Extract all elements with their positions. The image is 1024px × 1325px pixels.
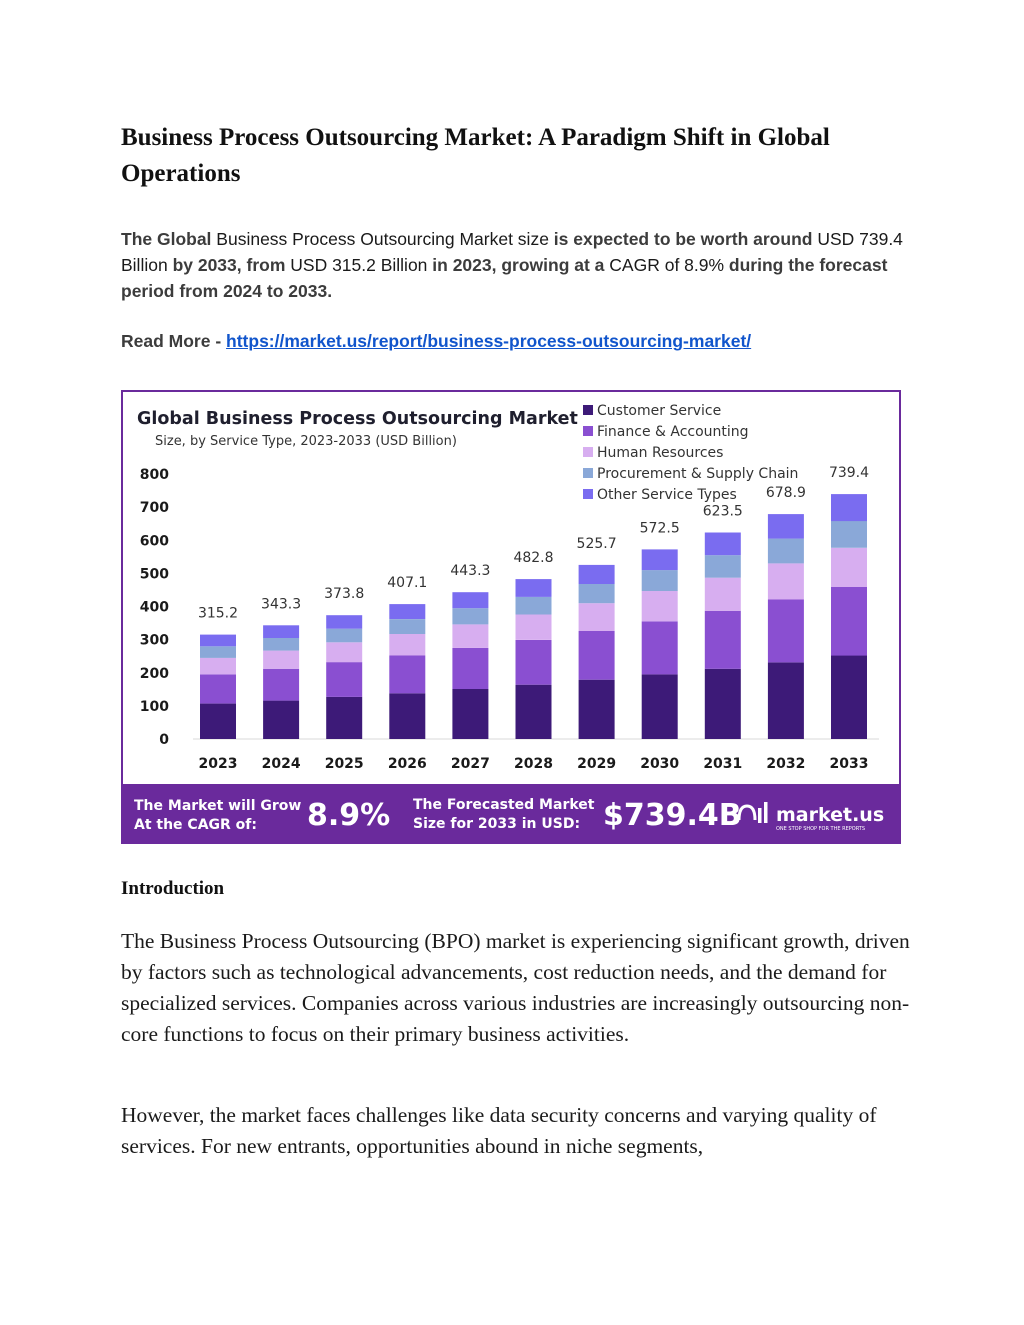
y-tick-label: 700 <box>139 500 169 517</box>
x-tick-label: 2030 <box>640 756 680 772</box>
bar-segment <box>768 563 804 599</box>
bar-segment <box>516 640 552 685</box>
bar-segment <box>452 648 488 689</box>
y-tick-label: 500 <box>139 566 169 583</box>
bar-segment <box>516 597 552 615</box>
bar-segment <box>326 697 362 739</box>
x-tick-label: 2024 <box>261 756 301 772</box>
banner-cagr-label-line: The Market will Grow <box>134 798 302 814</box>
x-tick-label: 2027 <box>450 756 490 772</box>
bar-segment <box>326 615 362 629</box>
lead-segment: during the forecast period from 2024 to 2033. <box>121 255 888 301</box>
bar-segment <box>389 656 425 694</box>
total-label: 678.9 <box>765 485 806 502</box>
bar-segment <box>831 521 867 548</box>
bar-segment <box>263 638 299 651</box>
x-tick-label: 2033 <box>829 756 869 772</box>
legend-label: Human Resources <box>597 445 724 461</box>
y-tick-label: 800 <box>139 467 169 483</box>
x-axis-labels <box>199 756 869 772</box>
market-chart-figure <box>121 390 901 844</box>
bar-segment <box>326 642 362 662</box>
y-tick-label: 200 <box>139 665 169 682</box>
legend-label: Other Service Types <box>597 487 737 503</box>
banner-size-value: $739.4B <box>603 798 742 833</box>
banner-size-label-line: The Forecasted Market <box>413 797 595 813</box>
y-axis <box>140 467 169 748</box>
legend-swatch <box>583 426 593 436</box>
bar-segment <box>200 704 236 739</box>
chart-banner <box>123 784 899 842</box>
lead-segment: in 2023, growing at a <box>432 255 605 275</box>
chart-title: Global Business Process Outsourcing Market <box>137 409 578 429</box>
bar-segment <box>768 539 804 564</box>
bar-segment <box>452 689 488 739</box>
market-chart <box>121 390 901 844</box>
legend-label: Customer Service <box>597 403 722 419</box>
bar-segment <box>642 549 678 570</box>
bar-segment <box>642 591 678 622</box>
bar-segment <box>642 570 678 591</box>
read-more-label: Read More - <box>121 331 227 351</box>
read-more <box>121 328 911 354</box>
bar-segment <box>705 555 741 578</box>
section-heading: Introduction <box>121 878 225 899</box>
bar-segment <box>263 669 299 701</box>
bar-segment <box>452 624 488 648</box>
body-paragraph: However, the market faces challenges like data security concerns and varying quality of services. For new entrants, opportunities abound in niche segments, <box>121 1103 877 1158</box>
legend-label: Finance & Accounting <box>597 424 749 440</box>
total-label: 572.5 <box>639 520 680 537</box>
lead-paragraph <box>121 226 911 304</box>
bar-segment <box>263 701 299 739</box>
x-tick-label: 2032 <box>766 756 806 772</box>
banner-brand: market.us <box>776 804 885 826</box>
bar-segment <box>200 635 236 647</box>
bar-segment <box>326 662 362 697</box>
x-tick-label: 2029 <box>577 756 617 772</box>
lead-segment: CAGR of 8.9% <box>604 255 729 275</box>
bar-segment <box>642 621 678 674</box>
x-tick-label: 2031 <box>703 756 743 772</box>
y-tick-label: 400 <box>139 599 169 616</box>
total-label: 739.4 <box>828 465 870 482</box>
bar-segment <box>326 629 362 643</box>
x-tick-label: 2023 <box>198 756 238 772</box>
bar-segment <box>452 608 488 624</box>
bar-segment <box>831 548 867 587</box>
bar-segment <box>831 587 867 656</box>
bar-segment <box>200 658 236 675</box>
bar-segment <box>579 584 615 603</box>
chart-subtitle: Size, by Service Type, 2023-2033 (USD Billion) <box>155 434 457 449</box>
total-label: 482.8 <box>513 550 554 567</box>
bar-segment <box>452 592 488 608</box>
bar-segment <box>389 604 425 619</box>
bar-segment <box>200 646 236 658</box>
bar-segment <box>831 494 867 521</box>
bar-segment <box>263 651 299 669</box>
bar-segment <box>768 663 804 740</box>
y-tick-label: 100 <box>139 698 169 715</box>
total-label: 343.3 <box>261 596 302 613</box>
bar-segment <box>705 533 741 556</box>
bar-segment <box>516 685 552 739</box>
bar-segment <box>768 600 804 663</box>
x-tick-label: 2026 <box>387 756 427 772</box>
bar-segment <box>768 514 804 539</box>
lead-segment: The Global <box>121 229 212 249</box>
lead-segment: by 2033, from <box>172 255 286 275</box>
total-label: 443.3 <box>450 563 491 580</box>
bar-segment <box>516 579 552 597</box>
lead-segment: Business Process Outsourcing Market size <box>211 229 554 249</box>
bar-segment <box>263 625 299 638</box>
bar-segment <box>579 603 615 631</box>
total-label: 373.8 <box>324 586 365 603</box>
lead-segment: USD 315.2 Billion <box>285 255 433 275</box>
legend-swatch <box>583 405 593 415</box>
bar-segment <box>831 656 867 740</box>
banner-cagr-label-line: At the CAGR of: <box>134 817 257 833</box>
bar-segment <box>389 634 425 656</box>
bar-segment <box>705 578 741 611</box>
bar-segment <box>516 614 552 640</box>
body-paragraph: The Business Process Outsourcing (BPO) market is experiencing significant growth, driven by factors such as technological advancements, cost reduction needs, and the demand for specialized services. Companies across various industries are increasingly outsourcing non-core functions to focus on their primary business activities. <box>121 929 910 1046</box>
total-label: 407.1 <box>387 575 428 592</box>
bar-segment <box>389 619 425 634</box>
bar-segment <box>705 669 741 739</box>
x-tick-label: 2025 <box>324 756 364 772</box>
bar-segment <box>579 680 615 739</box>
x-tick-label: 2028 <box>514 756 553 772</box>
total-label: 315.2 <box>197 605 239 622</box>
total-label: 623.5 <box>702 503 743 520</box>
legend-label: Procurement & Supply Chain <box>597 466 799 482</box>
y-tick-label: 0 <box>159 732 169 748</box>
banner-tagline: ONE STOP SHOP FOR THE REPORTS <box>776 826 866 832</box>
legend-swatch <box>583 447 593 457</box>
bar-segment <box>389 693 425 739</box>
document-title: Business Process Outsourcing Market: A Paradigm Shift in Global Operations <box>121 124 830 187</box>
legend-swatch <box>583 468 593 478</box>
bar-segment <box>579 631 615 680</box>
total-label: 525.7 <box>576 535 617 552</box>
read-more-link[interactable]: https://market.us/report/business-process-outsourcing-market/ <box>226 331 752 351</box>
lead-segment: USD 739.4 Billion <box>121 229 903 275</box>
y-tick-label: 300 <box>139 632 169 649</box>
legend-swatch <box>583 489 593 499</box>
lead-segment: is expected to be worth around <box>553 229 813 249</box>
banner-size-label-line: Size for 2033 in USD: <box>413 816 581 832</box>
bar-segment <box>579 565 615 584</box>
bar-segment <box>705 611 741 669</box>
bar-segment <box>642 674 678 739</box>
banner-cagr-value: 8.9% <box>307 798 391 833</box>
y-tick-label: 600 <box>139 533 169 550</box>
bar-segment <box>200 674 236 703</box>
